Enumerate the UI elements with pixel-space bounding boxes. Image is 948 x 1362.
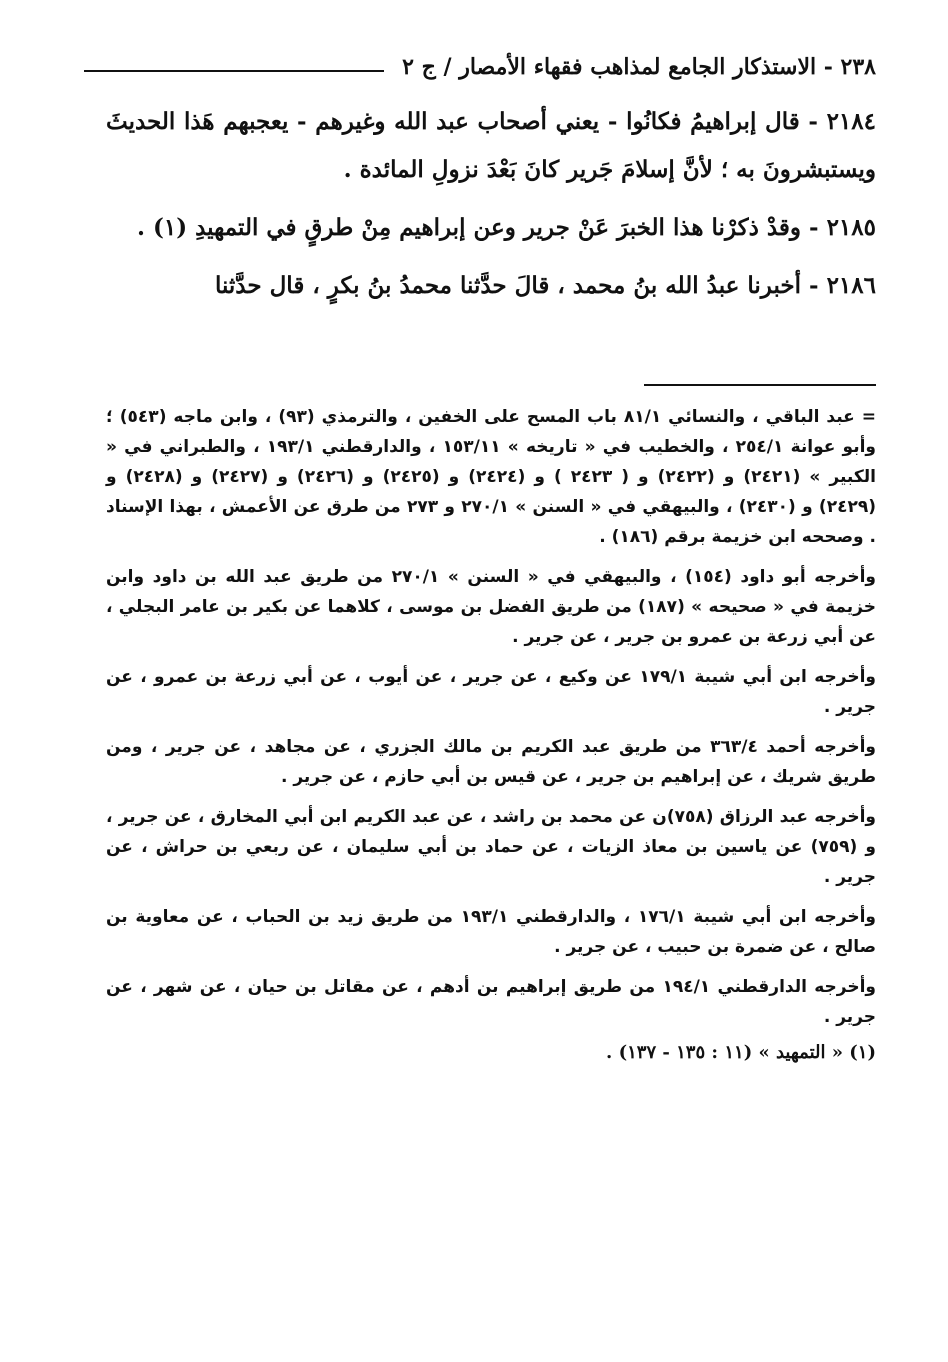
footnote-paragraph: وأخرجه أبو داود (١٥٤) ، والبيهقي في « السنن » ٢٧٠/١ من طريق عبد الله بن داود وابن خزيمة في « صحيحه » (١٨٧) من طريق الفضل بن موسى ، كلاهما عن بكير بن عامر البجلي ، عن أبي زرعة بن عمرو بن جرير ، عن جرير . [106, 567, 876, 647]
footnote-paragraph: وأخرجه ابن أبي شيبة ١٧٩/١ عن وكيع ، عن جرير ، عن أيوب ، عن أبي زرعة بن عمرو ، عن جرير . [106, 667, 876, 717]
footnote-paragraph: وأخرجه الدارقطني ١٩٤/١ من طريق إبراهيم بن أدهم ، عن مقاتل بن حيان ، عن شهر ، عن جرير . [106, 977, 876, 1027]
header-rule [84, 70, 384, 72]
main-text [106, 98, 876, 310]
running-title: ٢٣٨ - الاستذكار الجامع لمذاهب فقهاء الأمصار / ج ٢ [402, 54, 876, 80]
paragraph-2186: ٢١٨٦ - أخبرنا عبدُ الله بنُ محمد ، قالَ حدَّثنا محمدُ بنُ بكرٍ ، قال حدَّثنا [214, 272, 876, 299]
paragraph-2184: ٢١٨٤ - قال إبراهيمُ فكانُوا - يعني أصحاب عبد الله وغيرهم - يعجبهم هَذا الحديثَ ويستبشرونَ به ؛ لأنَّ إسلامَ جَرير كانَ بَعْدَ نزولِ المائدة . [106, 108, 876, 183]
footnote-1: (١) « التمهيد » (١١ : ١٣٥ - ١٣٧) . [606, 1042, 876, 1063]
page-header [76, 50, 876, 90]
footnote-paragraph: وأخرجه ابن أبي شيبة ١٧٦/١ ، والدارقطني ١٩٣/١ من طريق زيد بن الحباب ، عن معاوية بن صالح ، عن ضمرة بن حبيب ، عن جرير . [106, 907, 876, 957]
footnote-separator [644, 384, 876, 386]
paragraph-2185: ٢١٨٥ - وقدْ ذكرْنا هذا الخبرَ عَنْ جرير وعن إبراهيم مِنْ طرقٍ في التمهيدِ (١) . [136, 214, 876, 241]
footnote-paragraph: وأخرجه عبد الرزاق (٧٥٨)ن عن محمد بن راشد ، عن عبد الكريم ابن أبي المخارق ، عن جرير ، و (٧٥٩) عن ياسين بن معاذ الزيات ، عن حماد بن أبي سليمان ، عن ربعي بن حراش ، عن جرير . [106, 807, 876, 887]
footnote-continuation: = عبد الباقي ، والنسائي ٨١/١ باب المسح على الخفين ، والترمذي (٩٣) ، وابن ماجه (٥٤٣) ؛ وأبو عوانة ٢٥٤/١ ، والخطيب في « تاريخه » ١٥٣/١١ ، والدارقطني ١٩٣/١ ، والطبراني في « الكبير » (٢٤٢١) و (٢٤٢٢) و ( ٢٤٢٣ ) و (٢٤٢٤) و (٢٤٢٥) و (٢٤٢٦) و (٢٤٢٧) و (٢٤٢٨) و (٢٤٢٩) و (٢٤٣٠) ، والبيهقي في « السنن » ٢٧٠/١ و ٢٧٣ من طرق عن الأعمش ، بهذا الإسناد . وصححه ابن خزيمة برقم (١٨٦) . [106, 407, 876, 547]
footnote-paragraph: وأخرجه أحمد ٣٦٣/٤ من طريق عبد الكريم بن مالك الجزري ، عن مجاهد ، عن جرير ، ومن طريق شريك ، عن إبراهيم بن جرير ، عن قيس بن أبي حازم ، عن جرير . [106, 737, 876, 787]
footnotes [106, 402, 876, 1068]
